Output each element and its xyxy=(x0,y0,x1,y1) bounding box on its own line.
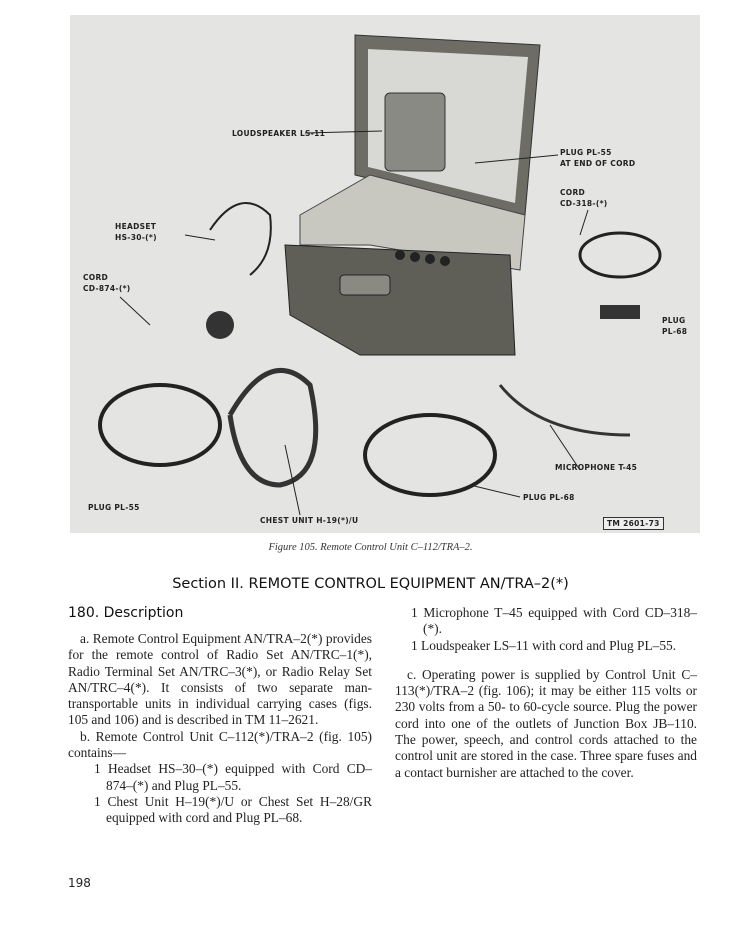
list-item: 1 Headset HS–30–(*) equipped with Cord CD–874–(*) and Plug PL–55. xyxy=(94,761,372,793)
list-item: 1 Loudspeaker LS–11 with cord and Plug PL–55. xyxy=(411,637,677,653)
paragraph-a: a. Remote Control Equipment AN/TRA–2(*) provides for the remote control of Radio Set AN/TRC–1(*), Radio Terminal Set AN/TRC–3(*), or Radio Relay Set AN/TRC–4(*). It consists of two separate man-transportable units in individual carrying cases (figs. 105 and 106) and is described in TM 11–2621. xyxy=(68,631,372,728)
label-headset-line2: HS-30-(*) xyxy=(115,233,157,242)
paragraph-heading: 180. Description xyxy=(68,605,184,621)
section-title: Section II. REMOTE CONTROL EQUIPMENT AN/TRA–2(*) xyxy=(172,576,569,592)
label-chest-unit: CHEST UNIT H-19(*)/U xyxy=(260,516,359,525)
label-plug-pl68-bottom: PLUG PL-68 xyxy=(523,493,575,502)
label-headset-line1: HEADSET xyxy=(115,222,157,231)
list-item: 1 Microphone T–45 equipped with Cord CD–318–(*). xyxy=(411,605,697,637)
label-plug-pl55-line1: PLUG PL-55 xyxy=(560,148,612,157)
label-cord-cd318-line1: CORD xyxy=(560,188,586,197)
loudspeaker-shape xyxy=(385,93,445,171)
left-column xyxy=(68,631,372,827)
label-loudspeaker: LOUDSPEAKER LS-11 xyxy=(232,129,326,138)
right-column xyxy=(395,605,697,781)
page-number: 198 xyxy=(68,876,91,890)
label-microphone: MICROPHONE T-45 xyxy=(555,463,638,472)
paragraph-c: c. Operating power is supplied by Control Unit C–113(*)/TRA–2 (fig. 106); it may be either 115 volts or 230 volts from a 50- to 60-cycle source. Plug the power cord into one of the outlets of Junction Box JB–110. The power, speech, and control cords attached to the control unit are stored in the case. Three spare fuses and a contact burnisher are attached to the cover. xyxy=(395,666,697,780)
equipment-photo xyxy=(70,15,700,533)
list-item: 1 Chest Unit H–19(*)/U or Chest Set H–28/GR equipped with cord and Plug PL–68. xyxy=(94,793,372,826)
label-plug-pl55-bottom: PLUG PL-55 xyxy=(88,503,140,512)
label-plug-pl68-line1: PLUG xyxy=(662,316,686,325)
label-plug-pl68-line2: PL-68 xyxy=(662,327,688,336)
paragraph-b: b. Remote Control Unit C–112(*)/TRA–2 (fig. 105) contains— xyxy=(68,728,372,761)
figure-caption: Figure 105. Remote Control Unit C–112/TRA–2. xyxy=(268,542,473,553)
equipment-illustration xyxy=(70,15,700,533)
tm-number-box: TM 2601-73 xyxy=(603,517,664,530)
label-cord-cd318-line2: CD-318-(*) xyxy=(560,199,608,208)
label-cord-cd874-line2: CD-874-(*) xyxy=(83,284,131,293)
label-plug-pl55-line2: AT END OF CORD xyxy=(560,159,636,168)
label-cord-cd874-line1: CORD xyxy=(83,273,109,282)
